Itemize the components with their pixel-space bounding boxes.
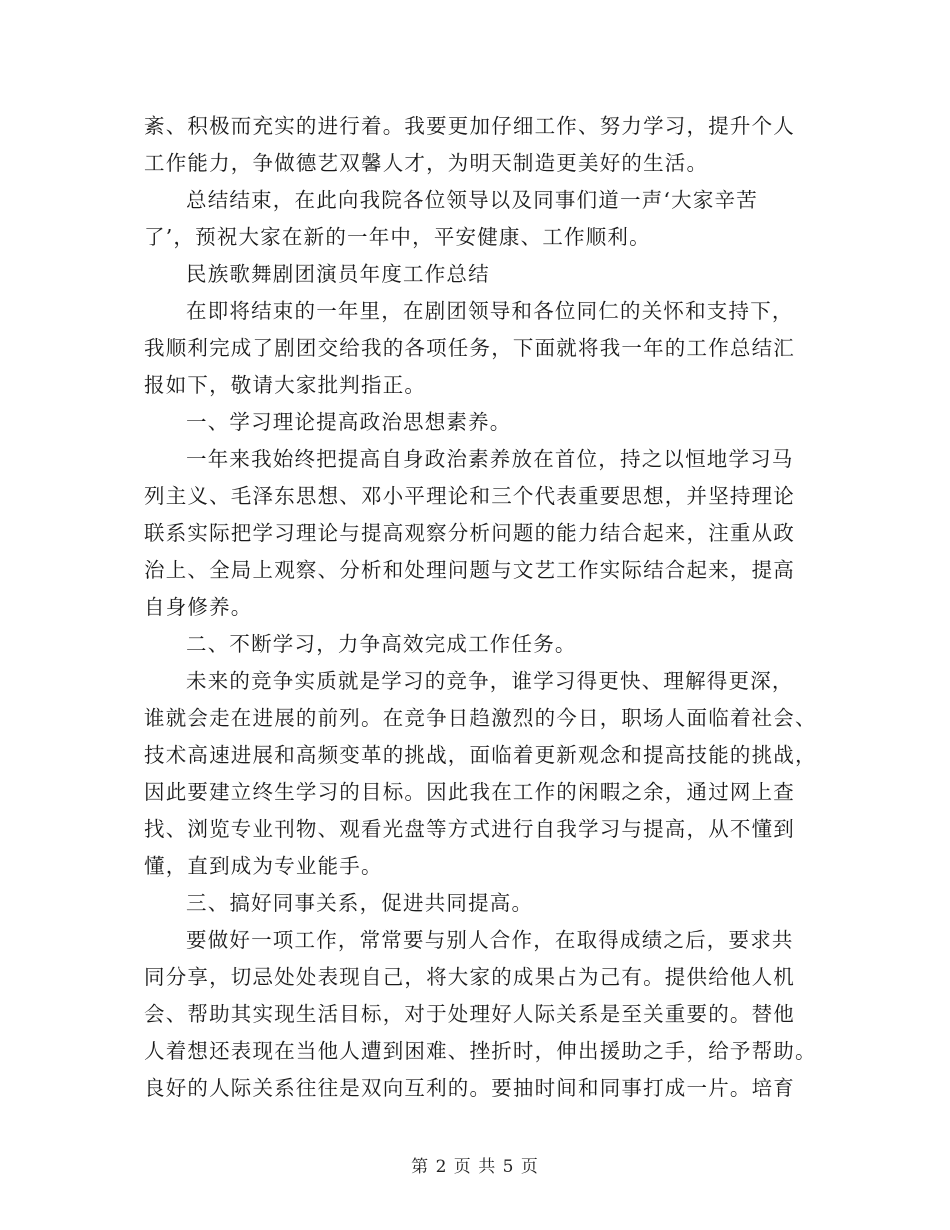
page-number-footer: 第 2 页 共 5 页 — [411, 1157, 539, 1177]
text-line: 报如下，敬请大家批判指正。 — [144, 373, 427, 397]
text-line: 总结结束，在此向我院各位领导以及同事们道一声‘大家辛苦 — [186, 188, 758, 212]
text-line: 找、浏览专业刊物、观看光盘等方式进行自我学习与提高，从不懂到 — [144, 817, 795, 841]
text-line: 列主义、毛泽东思想、邓小平理论和三个代表重要思想，并坚持理论 — [144, 484, 795, 508]
text-line: 紊、积极而充实的进行着。我要更加仔细工作、努力学习，提升个人 — [144, 114, 795, 138]
text-line: 联系实际把学习理论与提高观察分析问题的能力结合起来，注重从政 — [144, 521, 795, 545]
text-line: 懂，直到成为专业能手。 — [144, 854, 383, 878]
text-line: 了’，预祝大家在新的一年中，平安健康、工作顺利。 — [144, 225, 651, 249]
text-line: 要做好一项工作，常常要与别人合作，在取得成绩之后，要求共 — [186, 928, 794, 952]
text-line: 未来的竞争实质就是学习的竞争，谁学习得更快、理解得更深， — [186, 669, 794, 693]
text-line: 一年来我始终把提高自身政治素养放在首位，持之以恒地学习马 — [186, 447, 794, 471]
text-line: 自身修养。 — [144, 595, 253, 619]
text-line: 谁就会走在进展的前列。在竞争日趋激烈的今日，职场人面临着社会、 — [144, 706, 817, 730]
text-line: 会、帮助其实现生活目标，对于处理好人际关系是至关重要的。替他 — [144, 1002, 795, 1026]
text-line: 同分享，切忌处处表现自己，将大家的成果占为己有。提供给他人机 — [144, 965, 795, 989]
heading-2: 二、不断学习，力争高效完成工作任务。 — [186, 632, 577, 656]
section-title: 民族歌舞剧团演员年度工作总结 — [186, 262, 490, 286]
text-line: 因此要建立终生学习的目标。因此我在工作的闲暇之余，通过网上查 — [144, 780, 795, 804]
heading-3: 三、搞好同事关系，促进共同提高。 — [186, 891, 534, 915]
text-line: 人着想还表现在当他人遭到困难、挫折时，伸出援助之手，给予帮助。 — [144, 1039, 817, 1063]
text-line: 良好的人际关系往往是双向互利的。要抽时间和同事打成一片。培育 — [144, 1076, 795, 1100]
text-line: 在即将结束的一年里，在剧团领导和各位同仁的关怀和支持下， — [186, 299, 794, 323]
heading-1: 一、学习理论提高政治思想素养。 — [186, 410, 512, 434]
text-line: 治上、全局上观察、分析和处理问题与文艺工作实际结合起来，提高 — [144, 558, 795, 582]
text-line: 工作能力，争做德艺双馨人才，为明天制造更美好的生活。 — [144, 151, 709, 175]
text-line: 我顺利完成了剧团交给我的各项任务，下面就将我一年的工作总结汇 — [144, 336, 795, 360]
text-line: 技术高速进展和高频变革的挑战，面临着更新观念和提高技能的挑战， — [144, 743, 817, 767]
